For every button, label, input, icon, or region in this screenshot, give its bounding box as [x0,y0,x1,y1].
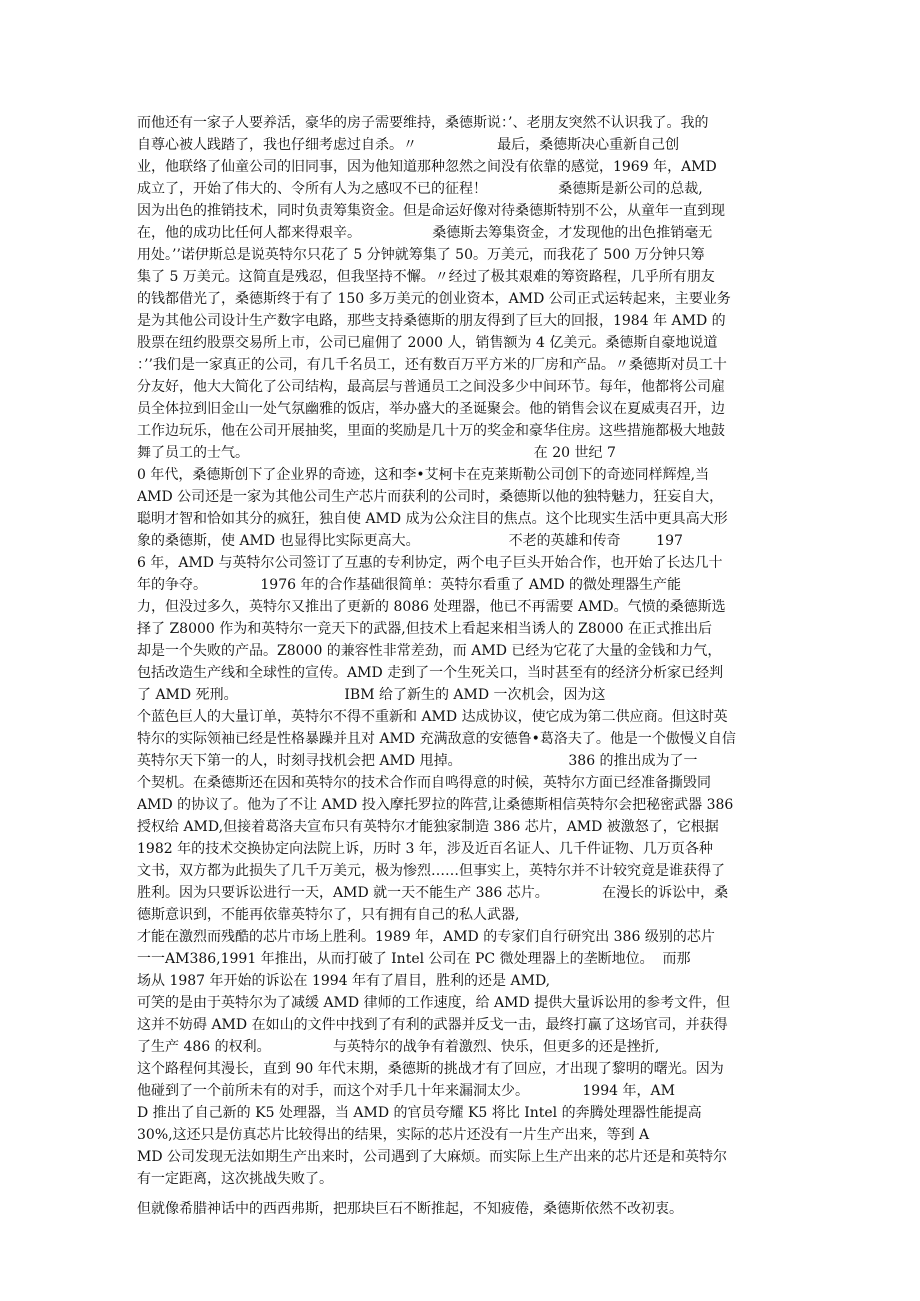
text-line: MD 公司发现无法如期生产出来时，公司遇到了大麻烦。而实际上生产出来的芯片还是和英特尔 [137,1149,728,1165]
text-line: 员全体拉到旧金山一处气氛幽雅的饭店，举办盛大的圣诞聚会。他的销售会议在夏威夷召开，边 [137,401,725,417]
text-line: 英特尔天下第一的人，时刻寻找机会把 AMD 甩掉。 386 的推出成为了一 [137,753,698,769]
text-line: AMD 的协议了。他为了不让 AMD 投入摩托罗拉的阵营,让桑德斯相信英特尔会把秘密武器 386 [137,797,734,813]
text-line: 文书，双方都为此损失了几千万美元，极为惨烈……但事实上，英特尔并不计较究竟是谁获得了 [137,863,725,879]
text-line: 这并不妨碍 AMD 在如山的文件中找到了有利的武器并反戈一击，最终打赢了这场官司，并获得 [137,1017,728,1033]
text-line: AMD 公司还是一家为其他公司生产芯片而获利的公司时，桑德斯以他的独特魅力，狂妄自大， [137,489,724,505]
text-line: D 推出了自己新的 K5 处理器，当 AMD 的官员夸耀 K5 将比 Intel 的奔腾处理器性能提高 [137,1105,702,1121]
text-line: 个蓝色巨人的大量订单，英特尔不得不重新和 AMD 达成协议，使它成为第二供应商。但这时英 [137,709,728,725]
text-line: 力，但没过多久，英特尔又推出了更新的 8086 处理器，他已不再需要 AMD。气愤的桑德斯选 [137,599,726,615]
text-line: 场从 1987 年开始的诉讼在 1994 年有了眉目，胜利的还是 AMD, [137,973,551,989]
text-line: 了 AMD 死刑。 IBM 给了新生的 AMD 一次机会，因为这 [137,687,606,703]
text-line: 在，他的成功比任何人都来得艰辛。 桑德斯去筹集资金，才发现他的出色推销毫无 [137,225,713,241]
text-line: 可笑的是由于英特尔为了减缓 AMD 律师的工作速度，给 AMD 提供大量诉讼用的参考文件，但 [137,995,731,1011]
text-line: 聪明才智和恰如其分的疯狂，独自使 AMD 成为公众注目的焦点。这个比现实生活中更具高大形 [137,511,728,527]
text-line: 工作边玩乐，他在公司开展抽奖，里面的奖励是几十万的奖金和豪华住房。这些措施都极大地鼓 [137,423,725,439]
text-line: 象的桑德斯，使 AMD 也显得比实际更高大。 不老的英雄和传奇 197 [137,533,683,549]
text-line: 这个路程何其漫长，直到 90 年代末期，桑德斯的挑战才有了回应，才出现了黎明的曙光。因为 [137,1061,724,1077]
text-line: 用处。’’诺伊斯总是说英特尔只花了 5 分钟就筹集了 50。万美元，而我花了 500 万分钟只筹 [137,247,705,263]
text-line: 股票在纽约股票交易所上市，公司已雇佣了 2000 人，销售额为 4 亿美元。桑德斯自豪地说道 [137,335,718,351]
text-line: 却是一个失败的产品。Z8000 的兼容性非常差劲，而 AMD 已经为它花了大量的金钱和力气， [137,643,722,659]
text-line: 6 年，AMD 与英特尔公司签订了互惠的专利协定，两个电子巨头开始合作，也开始了长达几十 [137,555,723,571]
text-line: 而他还有一家子人要养活，豪华的房子需要维持，桑德斯说：’、老朋友突然不认识我了。我的 [137,115,709,131]
text-line: 但就像希腊神话中的西西弗斯，把那块巨石不断推起，不知疲倦，桑德斯依然不改初衷。 [137,1201,683,1217]
text-line: 30%,这还只是仿真芯片比较得出的结果，实际的芯片还没有一片生产出来，等到 A [137,1127,650,1143]
text-line: 特尔的实际领袖已经是性格暴躁并且对 AMD 充满敌意的安德鲁•葛洛夫了。他是一个傲慢义自信 [137,731,736,747]
text-line: 他碰到了一个前所未有的对手，而这个对手几十年来漏洞太少。 1994 年，AM [137,1083,675,1099]
text-line: 集了 5 万美元。这简直是残忍，但我坚持不懈。〃经过了极其艰难的筹资路程，几乎所有朋友 [137,269,715,285]
text-line: 才能在激烈而残酷的芯片市场上胜利。1989 年，AMD 的专家们自行研究出 386 级别的芯片 [137,929,715,945]
text-line: 分友好，他大大简化了公司结构，最高层与普通员工之间没多少中间环节。每年，他都将公司雇 [137,379,725,395]
text-line: 舞了员工的士气。 在 20 世纪 7 [137,445,616,461]
text-line: 是为其他公司设计生产数字电路，那些支持桑德斯的朋友得到了巨大的回报，1984 年 AMD 的 [137,313,726,329]
text-line: 择了 Z8000 作为和英特尔一竞天下的武器,但技术上看起来相当诱人的 Z8000 在正式推出后 [137,621,712,637]
text-line: 的钱都借光了，桑德斯终于有了 150 多万美元的创业资本，AMD 公司正式运转起来，主要业务 [137,291,731,307]
text-line: 自尊心被人践踏了，我也仔细考虑过自杀。〃 最后，桑德斯决心重新自己创 [137,137,680,153]
text-line: 一一AM386,1991 年推出，从而打破了 Intel 公司在 PC 微处理器上的垄断地位。 而那 [137,951,691,967]
text-line: 了生产 486 的权利。 与英特尔的战争有着激烈、快乐，但更多的还是挫折, [137,1039,660,1055]
text-line: 0 年代，桑德斯创下了企业界的奇迹，这和李•艾柯卡在克莱斯勒公司创下的奇迹同样辉煌,当 [137,467,710,483]
text-line: 胜利。因为只要诉讼进行一天，AMD 就一天不能生产 386 芯片。 在漫长的诉讼中，桑 [137,885,729,901]
text-line: 因为出色的推销技术，同时负责筹集资金。但是命运好像对待桑德斯特别不公，从童年一直到现 [137,203,725,219]
text-line: ：’’我们是一家真正的公司，有几千名员工，还有数百万平方米的厂房和产品。〃桑德斯对员工十 [137,357,727,373]
text-line: 包括改造生产线和全球性的宣传。AMD 走到了一个生死关口，当时甚至有的经济分析家已经判 [137,665,724,681]
text-line: 1982 年的技术交换协定向法院上诉，历时 3 年，涉及近百名证人、几千件证物、几万页各种 [137,841,713,857]
text-line: 个契机。在桑德斯还在因和英特尔的技术合作而自鸣得意的时候，英特尔方面已经准备撕毁同 [137,775,711,791]
text-line: 有一定距离，这次挑战失败了。 [137,1171,333,1187]
text-line: 业，他联络了仙童公司的旧同事，因为他知道那种忽然之间没有依靠的感觉，1969 年，AMD [137,159,717,175]
text-line: 德斯意识到，不能再依靠英特尔了，只有拥有自己的私人武器, [137,907,520,923]
text-line: 授权给 AMD,但接着葛洛夫宣布只有英特尔才能独家制造 386 芯片，AMD 被激怒了，它根据 [137,819,719,835]
text-line: 成立了，开始了伟大的、令所有人为之感叹不已的征程！ 桑德斯是新公司的总裁, [137,181,703,197]
text-line: 年的争夺。 1976 年的合作基础很简单：英特尔看重了 AMD 的微处理器生产能 [137,577,682,593]
